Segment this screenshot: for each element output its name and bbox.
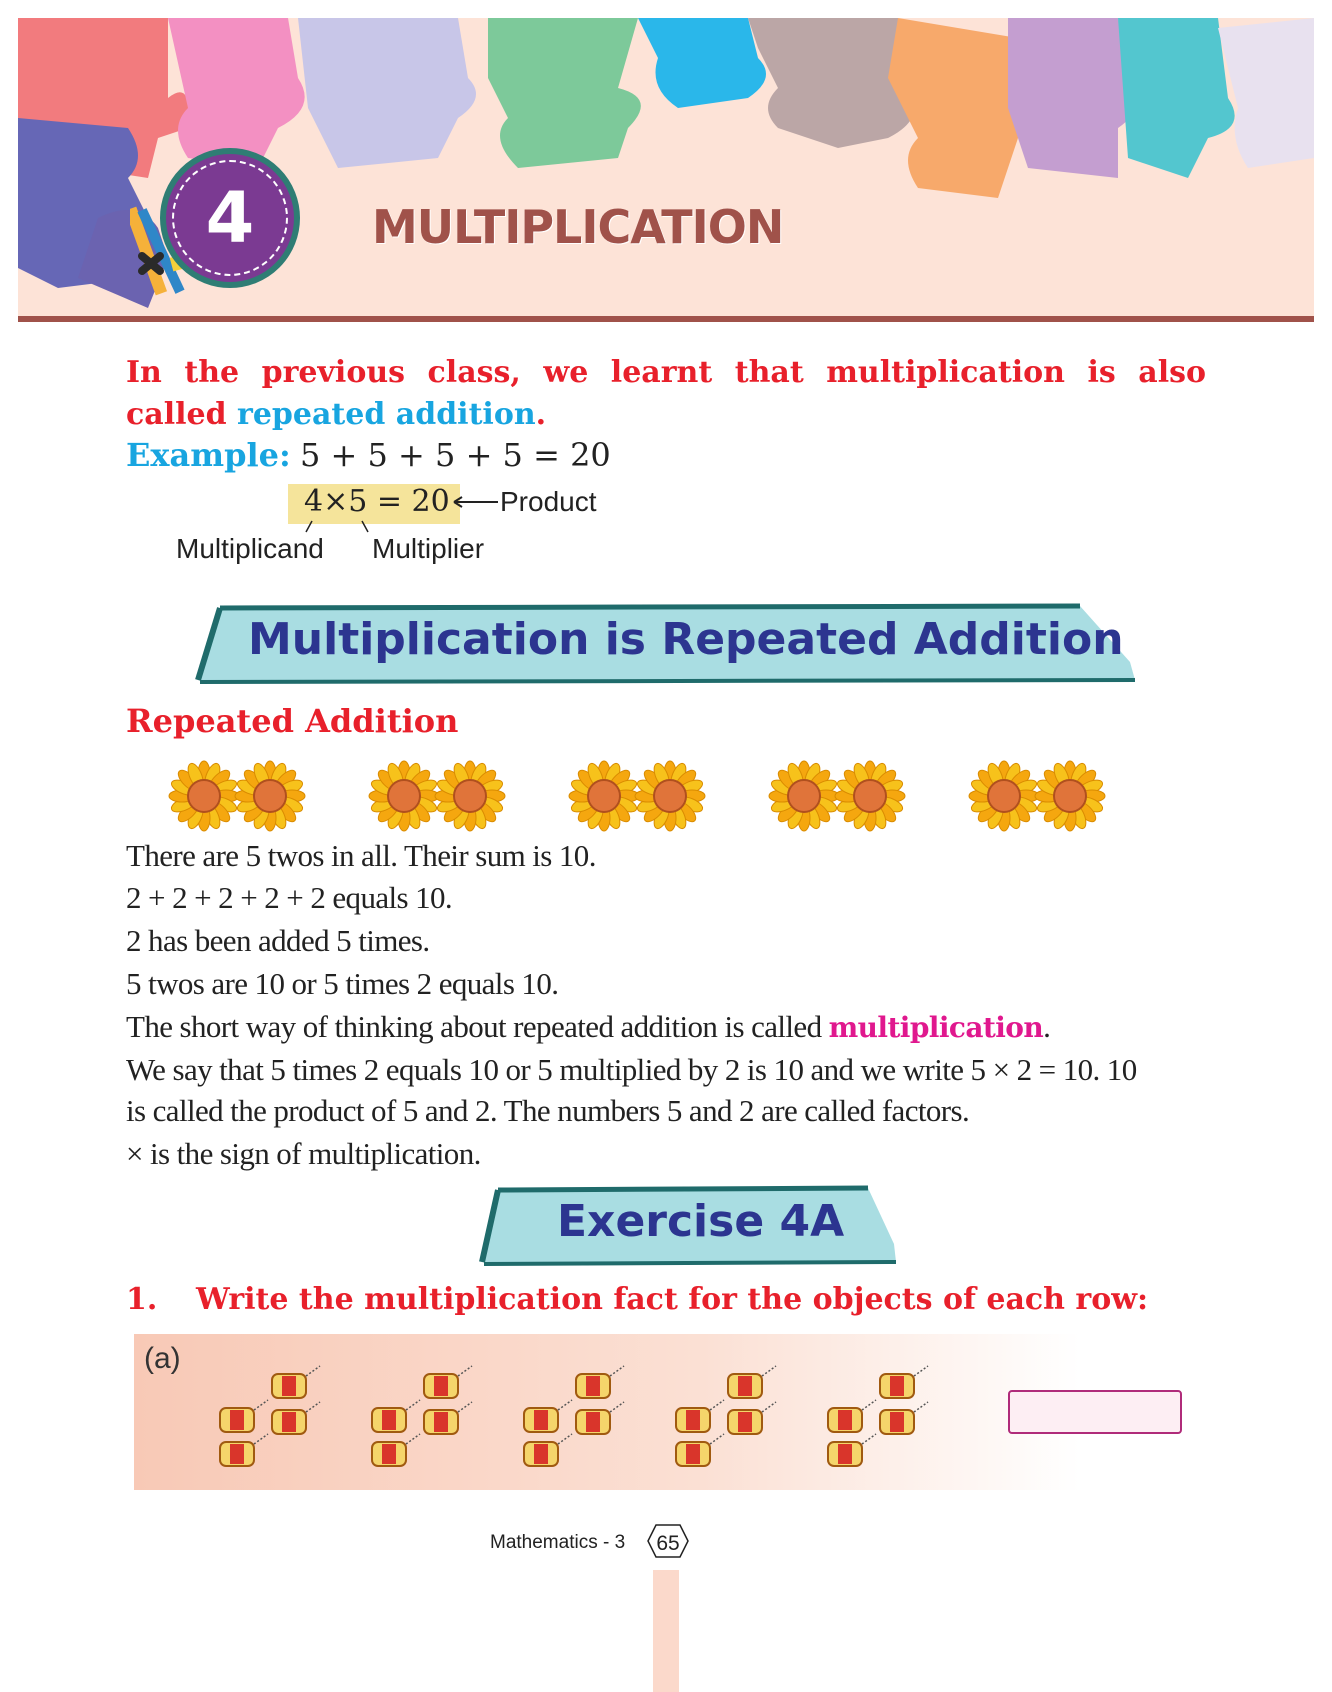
body-line: 2 + 2 + 2 + 2 + 2 equals 10.: [126, 880, 453, 915]
body-line: [126, 1009, 1050, 1045]
question-number: 1.: [126, 1282, 158, 1317]
row-label: (a): [144, 1342, 181, 1375]
intro-paragraph: [126, 352, 1206, 436]
exercise-title: Exercise 4A: [557, 1196, 845, 1247]
drum-icon: [424, 1366, 472, 1398]
drum-icon: [220, 1434, 268, 1466]
drum-icon: [880, 1402, 928, 1434]
chapter-number-badge: [160, 148, 300, 288]
sunflower-icon: [635, 761, 705, 831]
sunflower-icon: [369, 761, 439, 831]
example-equation: 5 + 5 + 5 + 5 = 20: [300, 436, 611, 474]
intro-end: .: [535, 397, 547, 432]
sunflower-icon: [569, 761, 639, 831]
body-text-span: The short way of thinking about repeated addition is called: [126, 1009, 829, 1044]
intro-text: In the previous class, we learnt that multiplication is also called: [126, 355, 1206, 432]
book-title: Mathematics - 3: [490, 1532, 626, 1553]
sunflower-icon: [835, 761, 905, 831]
body-line: × is the sign of multiplication.: [126, 1136, 481, 1171]
sunflower-icon: [769, 761, 839, 831]
body-line: is called the product of 5 and 2. The numbers 5 and 2 are called factors.: [126, 1093, 970, 1128]
chapter-title: MULTIPLICATION: [372, 200, 784, 254]
drum-icon: [576, 1366, 624, 1398]
product-label: Product: [500, 486, 597, 517]
body-line: 2 has been added 5 times.: [126, 923, 430, 958]
footer-strip: [653, 1570, 679, 1692]
multiplication-equation: 4×5 = 20: [304, 484, 450, 519]
example-label: Example:: [126, 436, 291, 474]
drum-icon: [220, 1400, 268, 1432]
multiplication-keyword: multiplication: [828, 1011, 1044, 1044]
body-line: We say that 5 times 2 equals 10 or 5 multiplied by 2 is 10 and we write 5 × 2 = 10. 10: [126, 1052, 1137, 1087]
section-title: Multiplication is Repeated Addition: [248, 614, 1124, 665]
page-number: 65: [656, 1532, 680, 1555]
drum-icon: [828, 1434, 876, 1466]
drum-icon: [728, 1402, 776, 1434]
chapter-number: 4: [205, 177, 255, 259]
answer-input[interactable]: [1008, 1390, 1182, 1434]
sunflower-icon: [435, 761, 505, 831]
drum-icon: [676, 1400, 724, 1432]
drum-icon: [372, 1434, 420, 1466]
subheading: Repeated Addition: [126, 702, 459, 740]
drum-icon: [524, 1434, 572, 1466]
sunflower-icon: [169, 761, 239, 831]
drum-icon: [728, 1366, 776, 1398]
body-line: There are 5 twos in all. Their sum is 10.: [126, 838, 596, 873]
drum-icon: [676, 1434, 724, 1466]
sunflower-icon: [1035, 761, 1105, 831]
drum-icon: [372, 1400, 420, 1432]
multiplier-label: Multiplier: [372, 533, 485, 564]
multiplicand-label: Multiplicand: [176, 533, 324, 564]
sunflower-icon: [235, 761, 305, 831]
drum-icon: [524, 1400, 572, 1432]
drum-icon: [424, 1402, 472, 1434]
drum-icon: [272, 1366, 320, 1398]
header-rule: [18, 316, 1314, 322]
body-line: 5 twos are 10 or 5 times 2 equals 10.: [126, 966, 559, 1001]
drum-icon: [828, 1400, 876, 1432]
drum-icon: [880, 1366, 928, 1398]
drum-icon: [576, 1402, 624, 1434]
intro-highlight: repeated addition: [237, 397, 536, 432]
drums-illustration: [200, 1354, 960, 1474]
drum-icon: [272, 1402, 320, 1434]
sunflower-icon: [969, 761, 1039, 831]
sunflowers-illustration: [168, 756, 1148, 836]
question-text: Write the multiplication fact for the objects of each row:: [196, 1282, 1149, 1317]
body-text-end: .: [1043, 1009, 1051, 1044]
arrow-left-icon: [446, 482, 506, 522]
